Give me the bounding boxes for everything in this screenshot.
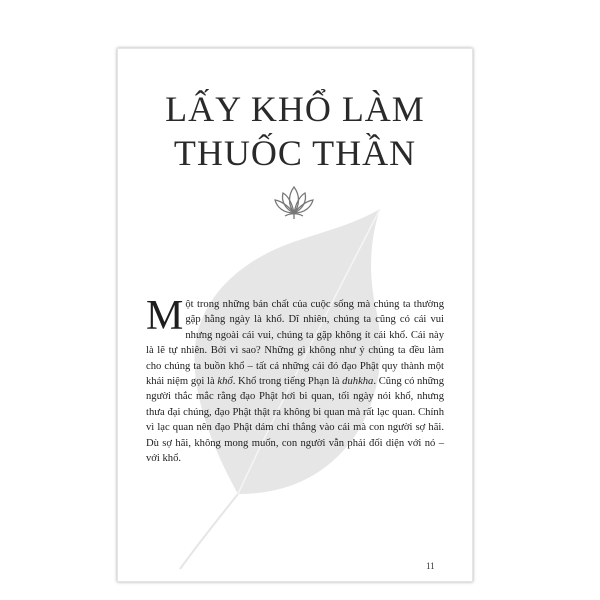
lotus-icon	[273, 183, 315, 221]
emphasis-term: khổ	[217, 376, 233, 388]
chapter-title-line-1: LẤY KHỔ LÀM	[165, 89, 425, 129]
body-text-segment: ột trong những bản chất của cuộc sống mà chúng ta thường gặp hằng ngày là khổ. Dĩ nhiên, chúng ta cũng có cái vui nhưng ngoài cái vui, chúng ta gặp không ít cái khổ. Cái này là lẽ tự nhiên. Bởi vì sao? Những gì không như ý chúng ta đều làm cho chúng ta buồn khổ – tất cả những cái đó đạo Phật quy thành một khái niệm gọi là	[146, 299, 444, 388]
body-text-segment: . Cũng có những người thắc mắc rằng đạo Phật hơi bi quan, tối ngày nói khổ, nhưng thưa đại chúng, đạo Phật thật ra không bi quan mà rất lạc quan. Chính vì lạc quan nên đạo Phật dám chỉ thẳng vào cái mà con người sợ hãi. Dù sợ hãi, không mong muốn, con người vẫn phải đối diện với nó – với khổ.	[146, 376, 444, 465]
body-text-segment: . Khổ trong tiếng Phạn là	[232, 376, 343, 388]
chapter-body-paragraph	[146, 293, 444, 466]
chapter-title-line-2: THUỐC THẦN	[173, 133, 417, 173]
book-page	[117, 48, 473, 582]
emphasis-term: duhkha	[342, 376, 374, 388]
page-number: 11	[426, 561, 435, 571]
drop-cap: M	[146, 293, 184, 339]
